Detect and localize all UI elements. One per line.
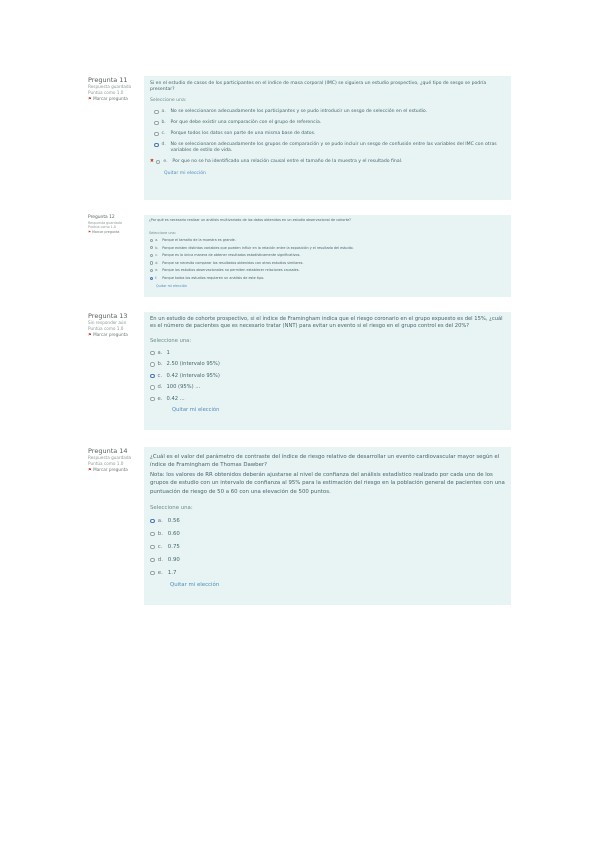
option-letter: e.	[157, 570, 163, 577]
flag-label: Marcar pregunta	[92, 229, 120, 234]
question-score: Puntúa como 1.0	[88, 326, 124, 331]
question-number: Pregunta 13	[88, 312, 128, 320]
option-text: Porque todos los datos son parte de una misma base de datos.	[170, 131, 316, 136]
option-letter: d.	[155, 260, 159, 265]
option-a[interactable]	[149, 238, 506, 243]
radio-button[interactable]	[154, 132, 159, 137]
radio-button-selected[interactable]	[154, 143, 159, 148]
radio-button[interactable]	[150, 239, 153, 242]
option-text: 0.90	[167, 557, 180, 564]
option-b[interactable]	[149, 246, 506, 251]
option-text: Porque los estudios observacionales no permiten establecer relaciones causales.	[162, 268, 300, 273]
radio-button[interactable]	[150, 545, 155, 550]
option-text: 0.42 (intervalo 95%)	[166, 372, 220, 379]
question-content	[144, 447, 511, 605]
option-text: 2.50 (intervalo 95%)	[166, 361, 220, 367]
question-note: Nota: los valores de RR obtenidos deberán ajustarse al nivel de confianza del análisis estadístico realizado por cada uno de los grupos de estudio con un intervalo de confianza al 95% para la estimación del riesgo en la población general de pacientes con una puntuación de riesgo de 50 a 60 con una elevación de 500 puntos.	[150, 471, 505, 495]
question-text: ¿Cuál es el valor del parámetro de contraste del índice de riesgo relativo de desarrollar un evento cardiovascular mayor según el índice de Framingham de Thomas Dawber?	[150, 454, 500, 469]
question-status: Sin responder aún	[88, 320, 127, 325]
flag-question-button[interactable]	[88, 230, 139, 235]
question-score: Puntúa como 1.0	[88, 90, 124, 95]
question-status: Respuesta guardada	[88, 84, 132, 89]
option-e[interactable]	[150, 159, 505, 165]
flag-label: Marcar pregunta	[93, 96, 128, 101]
option-b[interactable]	[150, 120, 505, 126]
question-content	[144, 215, 511, 297]
option-text: 1	[166, 349, 170, 356]
option-letter: f.	[155, 276, 158, 281]
option-letter: e.	[163, 159, 168, 164]
radio-button-selected[interactable]	[150, 374, 155, 379]
flag-label: Marcar pregunta	[93, 332, 128, 337]
option-letter: b.	[157, 361, 163, 367]
option-e[interactable]	[150, 569, 505, 577]
radio-button[interactable]	[150, 254, 153, 257]
question-score: Puntúa como 1.0	[88, 225, 116, 230]
option-text: 0.60	[167, 531, 180, 538]
question-status: Respuesta guardada	[88, 455, 132, 460]
radio-button[interactable]	[154, 121, 159, 126]
option-a[interactable]	[150, 350, 505, 357]
option-text: No se seleccionaron adecuadamente los grupos de comparación y se pudo incluir un sesgo de confusión entre las variables del IMC con otras variables de estilo de vida.	[170, 142, 497, 153]
question-info	[88, 76, 139, 124]
option-c[interactable]	[149, 253, 506, 258]
question-content	[144, 312, 511, 430]
flag-icon: ⚑	[88, 96, 92, 101]
question-number: Pregunta 14	[88, 447, 128, 455]
flag-question-button[interactable]	[88, 467, 139, 473]
option-d[interactable]	[150, 142, 505, 154]
flag-icon: ⚑	[88, 229, 91, 234]
option-letter: b.	[161, 120, 166, 125]
option-c[interactable]	[150, 373, 505, 380]
option-letter: c.	[157, 544, 163, 551]
flag-label: Marcar pregunta	[93, 467, 128, 472]
clear-choice-link[interactable]: Quitar mi elección	[156, 283, 187, 288]
option-letter: c.	[161, 131, 166, 136]
radio-button-selected[interactable]	[150, 277, 153, 280]
option-a[interactable]	[150, 517, 505, 525]
option-letter: d.	[157, 384, 163, 390]
clear-choice-link[interactable]: Quitar mi elección	[172, 406, 220, 413]
option-letter: d.	[161, 142, 166, 147]
option-c[interactable]	[150, 131, 505, 137]
option-d[interactable]	[150, 384, 505, 391]
question-block	[88, 76, 511, 200]
option-letter: b.	[157, 531, 163, 538]
question-score: Puntúa como 1.0	[88, 461, 124, 466]
radio-button[interactable]	[150, 351, 155, 356]
option-text: 0.56	[167, 518, 180, 525]
radio-button[interactable]	[150, 532, 155, 537]
option-letter: a.	[155, 238, 159, 243]
flag-question-button[interactable]	[88, 96, 139, 102]
option-text: Porque se necesita comparar los resultados obtenidos con otros estudios similares.	[162, 260, 304, 265]
answer-label: Seleccione una:	[149, 230, 176, 235]
radio-button[interactable]	[154, 110, 159, 115]
option-e[interactable]	[149, 268, 506, 273]
option-d[interactable]	[149, 261, 506, 266]
radio-button[interactable]	[150, 385, 155, 390]
radio-button[interactable]	[150, 397, 155, 402]
option-letter: c.	[155, 253, 159, 258]
question-block	[88, 312, 511, 430]
option-text: Por que debe existir una comparación con el grupo de referencia.	[170, 120, 322, 125]
option-b[interactable]	[150, 361, 505, 368]
radio-button[interactable]	[150, 558, 155, 563]
incorrect-mark-icon: ✖	[150, 159, 154, 164]
flag-icon: ⚑	[88, 332, 92, 337]
radio-button[interactable]	[156, 160, 161, 165]
option-letter: b.	[155, 245, 159, 250]
question-text: Si en el estudio de casos de los participantes en el índice de masa corporal (IMC) se siguiera un estudio prospectivo, ¿qué tipo de sesgo se podría presentar?	[150, 81, 487, 92]
option-a[interactable]	[150, 109, 505, 115]
clear-choice-link[interactable]: Quitar mi elección	[164, 171, 206, 176]
option-text: Porque es la única manera de obtener resultados estadísticamente significativos.	[162, 253, 301, 258]
option-text: Por que no se ha identificado una relación causal entre el tamaño de la muestra y el resultado final.	[172, 159, 403, 164]
question-text: ¿Por qué es necesario realizar un análisis multivariado de los datos obtenidos en un estudio observacional de cohorte?	[149, 218, 351, 222]
question-number: Pregunta 11	[88, 76, 128, 84]
option-d[interactable]	[150, 556, 505, 564]
question-number: Pregunta 12	[88, 215, 115, 220]
option-c[interactable]	[150, 543, 505, 551]
flag-icon: ⚑	[88, 467, 92, 472]
question-block	[88, 447, 511, 605]
radio-button[interactable]	[150, 261, 153, 264]
radio-button-selected[interactable]	[150, 519, 155, 524]
answer-label: Seleccione una:	[150, 338, 192, 344]
option-e[interactable]	[150, 396, 505, 403]
option-letter: d.	[157, 557, 163, 564]
option-letter: a.	[161, 109, 166, 114]
option-f[interactable]	[149, 276, 506, 281]
option-letter: e.	[157, 395, 163, 402]
answer-label: Seleccione una:	[150, 98, 187, 103]
option-text: 0.42 ...	[166, 395, 185, 402]
question-status: Respuesta guardada	[88, 220, 122, 225]
question-text: En un estudio de cohorte prospectivo, si el índice de Framingham indica que el riesgo coronario en el grupo expuesto es del 15%, ¿cuál es el número de pacientes que es necesario tratar (NNT) para evitar un evento si el riesgo en el grupo control es del 20%?	[150, 316, 503, 329]
option-letter: e.	[155, 268, 159, 273]
question-info	[88, 447, 139, 495]
question-block	[88, 215, 511, 297]
option-text: Porque todos los estudios requieren un análisis de este tipo.	[162, 276, 265, 281]
question-info	[88, 215, 139, 263]
flag-question-button[interactable]	[88, 332, 139, 338]
option-text: 100 (95%) ...	[166, 384, 201, 390]
option-text: Porque el tamaño de la muestra es grande.	[162, 238, 236, 243]
clear-choice-link[interactable]: Quitar mi elección	[170, 582, 220, 589]
radio-button[interactable]	[150, 362, 155, 367]
radio-button[interactable]	[150, 571, 155, 576]
option-b[interactable]	[150, 530, 505, 538]
radio-button[interactable]	[150, 269, 153, 272]
option-letter: a.	[157, 349, 163, 356]
answer-label: Seleccione una:	[150, 505, 193, 512]
question-content	[144, 76, 511, 200]
option-text: 1.7	[167, 570, 177, 577]
option-text: No se seleccionaron adecuadamente los participantes y se pudo introducir un sesgo de selección en el estudio.	[170, 109, 428, 114]
radio-button[interactable]	[150, 246, 153, 249]
option-text: 0.75	[167, 544, 180, 551]
option-text: Porque existen distintas variables que pueden influir en la relación entre la exposición y el resultado del estudio.	[162, 245, 354, 250]
option-letter: c.	[157, 372, 163, 379]
question-info	[88, 312, 139, 360]
option-letter: a.	[157, 518, 163, 525]
